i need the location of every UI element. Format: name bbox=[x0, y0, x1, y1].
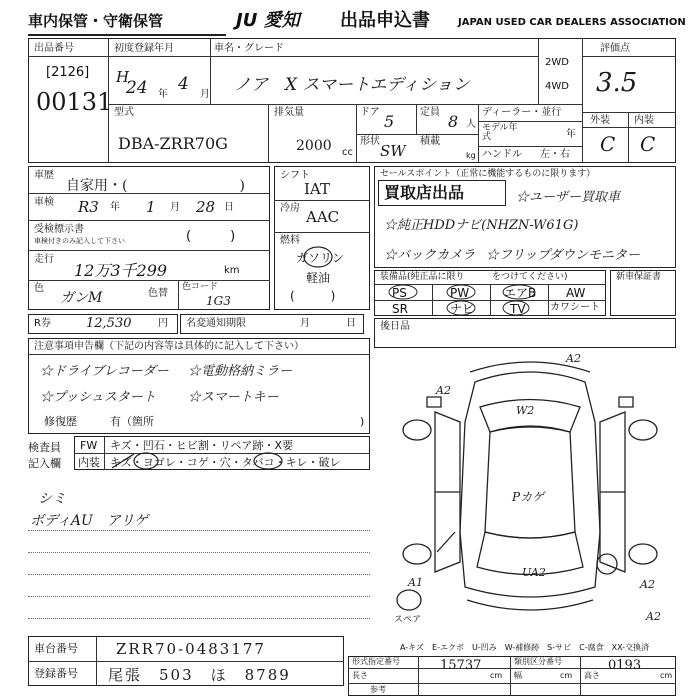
model-year-label: モデル年式 bbox=[482, 123, 518, 142]
equip-aw: AW bbox=[566, 286, 586, 300]
damage-mark-6: A1 bbox=[408, 576, 423, 589]
freehand-line-1: シミ bbox=[38, 491, 66, 507]
r-ticket-value: 12,530 bbox=[86, 316, 132, 331]
interior-score-label: 内装 bbox=[634, 115, 654, 126]
damage-mark-3: A2 bbox=[436, 384, 451, 397]
plate-label: 登録番号 bbox=[34, 667, 78, 680]
chassis-label: 車台番号 bbox=[34, 642, 78, 655]
notes-label: 後日品 bbox=[380, 321, 410, 332]
lot-number: 00131 bbox=[36, 88, 113, 116]
equip-ps: PS bbox=[392, 286, 407, 300]
inspector-handwritten-marks bbox=[108, 450, 308, 472]
color-value: ガンM bbox=[60, 290, 103, 306]
attention-item-1: ☆ドライブレコーダー bbox=[40, 364, 169, 379]
color-code-label: 色コード bbox=[182, 282, 219, 292]
registration-label: 初度登録年月 bbox=[114, 43, 174, 54]
new-warranty-label: 新車保証書 bbox=[616, 272, 662, 282]
fuel-diesel: 軽油 bbox=[306, 271, 331, 285]
attention-item-2: ☆電動格納ミラー bbox=[188, 364, 293, 379]
width-label: 幅 bbox=[514, 671, 522, 680]
manual-label: 受検標示書 bbox=[34, 224, 84, 235]
equipment-circles bbox=[374, 284, 548, 316]
lot-sub-number: [2126] bbox=[46, 65, 90, 80]
equip-airbag: エアB bbox=[504, 286, 537, 300]
inspection-label: 車検 bbox=[34, 197, 54, 208]
storage-note: 車内保管・守衛保管 bbox=[28, 12, 164, 30]
load-label: 積載 bbox=[420, 136, 440, 147]
sales-item-1: ☆ユーザー買取車 bbox=[516, 190, 621, 205]
usage-label: 車歴 bbox=[34, 170, 54, 181]
r-ticket-label: R券 bbox=[34, 318, 51, 329]
equip-leather-seat: カワシート bbox=[550, 302, 600, 313]
equip-tv: TV bbox=[510, 302, 526, 316]
ref-label: 参考 bbox=[370, 685, 386, 694]
sales-headline: 買取店出品 bbox=[384, 183, 465, 202]
capacity-label: 定員 bbox=[420, 107, 440, 118]
equip-sr: SR bbox=[392, 302, 408, 316]
body-value: SW bbox=[380, 142, 406, 160]
attention-item-4: ☆スマートキー bbox=[188, 390, 279, 405]
spare-label: スペア bbox=[394, 615, 422, 625]
brand-logo: JU 愛知 bbox=[236, 10, 300, 31]
color-code-value: 1G3 bbox=[206, 294, 231, 308]
fuel-gasoline: ガソリン bbox=[296, 251, 345, 265]
registration-month: 4 bbox=[178, 74, 189, 94]
inspector-label: 検査員記入欄 bbox=[28, 441, 61, 470]
lot-label: 出品番号 bbox=[34, 43, 74, 54]
association-name: JAPAN USED CAR DEALERS ASSOCIATION bbox=[458, 17, 686, 28]
handle-options: 左・右 bbox=[540, 149, 570, 160]
shift-label: シフト bbox=[280, 170, 310, 181]
equipment-label: 装備品(純正品に限り bbox=[380, 272, 465, 282]
repair-value: 有（箇所 bbox=[110, 415, 154, 428]
freehand-line-2: ボディAU アリゲ bbox=[30, 513, 148, 529]
chassis-value: ZRR70-0483177 bbox=[116, 640, 266, 658]
damage-legend: A-キズ E-エクボ U-凹み W-補修跡 S-サビ C-腐食 XX-交換済 bbox=[400, 643, 650, 652]
displacement-label: 排気量 bbox=[274, 107, 304, 118]
length-label: 長さ bbox=[352, 671, 368, 680]
score-label: 評価点 bbox=[600, 43, 630, 54]
displacement-value: 2000 bbox=[296, 138, 332, 154]
aircon-value: AAC bbox=[306, 208, 340, 226]
equip-navi: ナビ bbox=[450, 302, 475, 316]
manual-note: 車検付きのみ記入して下さい bbox=[34, 237, 125, 245]
doors-label: ドア bbox=[360, 107, 380, 118]
form-title: 出品申込書 bbox=[340, 10, 430, 31]
model-cert-value: 15737 bbox=[440, 658, 482, 673]
color-label: 色 bbox=[34, 283, 44, 294]
exterior-label: 外装 bbox=[590, 115, 610, 126]
shift-value: IAT bbox=[304, 180, 330, 198]
fuel-label: 燃料 bbox=[280, 235, 300, 246]
inspection-month: 1 bbox=[146, 198, 156, 216]
attention-item-3: ☆プッシュスタート bbox=[40, 390, 156, 405]
damage-mark-8: A2 bbox=[646, 610, 661, 623]
dealer-label: ディーラー・並行 bbox=[482, 107, 562, 118]
aircon-label: 冷房 bbox=[280, 203, 300, 214]
inspection-era: R3 bbox=[78, 198, 99, 216]
sales-item-3: ☆バックカメラ bbox=[384, 248, 476, 263]
fw-label: FW bbox=[80, 439, 98, 452]
mileage-label: 走行 bbox=[34, 254, 54, 265]
interior-check-label: 内装 bbox=[78, 456, 100, 469]
color-tone-label: 色替 bbox=[148, 288, 168, 299]
equip-pw: PW bbox=[450, 286, 470, 300]
attention-label: 注意事項申告欄（下記の内容等は具体的に記入して下さい） bbox=[34, 341, 304, 352]
registration-era: H bbox=[116, 68, 130, 86]
damage-mark-4: Pカゲ bbox=[512, 490, 545, 504]
interior-score-value: C bbox=[640, 132, 656, 156]
inspection-day: 28 bbox=[196, 198, 216, 216]
plate-value: 尾張 503 ほ 8789 bbox=[108, 666, 291, 684]
name-change-label: 名変通知期限 bbox=[186, 318, 246, 329]
class-value: 0193 bbox=[608, 658, 642, 673]
damage-mark-5: UA2 bbox=[522, 566, 546, 579]
usage-value: 自家用・( ) bbox=[66, 178, 245, 194]
exterior-value: C bbox=[600, 132, 616, 156]
damage-mark-2: W2 bbox=[516, 404, 535, 417]
damage-mark-1: A2 bbox=[566, 352, 581, 365]
sales-item-2: ☆純正HDDナビ(NHZN-W61G) bbox=[384, 218, 579, 233]
fuel-selected-circle bbox=[300, 244, 356, 270]
score-value: 3.5 bbox=[596, 68, 638, 98]
drive-2wd: 2WD bbox=[545, 57, 569, 68]
sales-item-4: ☆フリップダウンモニター bbox=[486, 248, 641, 263]
drive-4wd: 4WD bbox=[545, 81, 569, 92]
capacity-value: 8 bbox=[448, 112, 459, 131]
registration-year: 24 bbox=[126, 78, 148, 98]
class-label: 類別区分番号 bbox=[514, 657, 562, 666]
interior-check-items: キズ・ヨゴレ・コゲ・穴・タバコ・キレ・破レ bbox=[110, 456, 341, 469]
mileage-value: 12万3千299 bbox=[74, 261, 168, 280]
vehicle-name-value: ノア X スマートエディション bbox=[234, 75, 470, 95]
fw-items: キズ・凹石・ヒビ割・リペア跡・X要 bbox=[110, 439, 294, 452]
damage-mark-7: A2 bbox=[640, 578, 655, 591]
body-label: 形状 bbox=[360, 136, 380, 147]
vehicle-name-label: 車名・グレード bbox=[214, 43, 284, 54]
doors-value: 5 bbox=[384, 112, 395, 131]
model-label: 型式 bbox=[114, 107, 134, 118]
repair-label: 修復歴 bbox=[44, 415, 77, 428]
handle-label: ハンドル bbox=[482, 149, 522, 160]
sales-points-label: セールスポイント（正常に機能するものに限ります） bbox=[380, 169, 596, 179]
model-value: DBA-ZRR70G bbox=[118, 134, 228, 153]
model-cert-label: 形式指定番号 bbox=[352, 657, 400, 666]
height-label: 高さ bbox=[584, 671, 600, 680]
